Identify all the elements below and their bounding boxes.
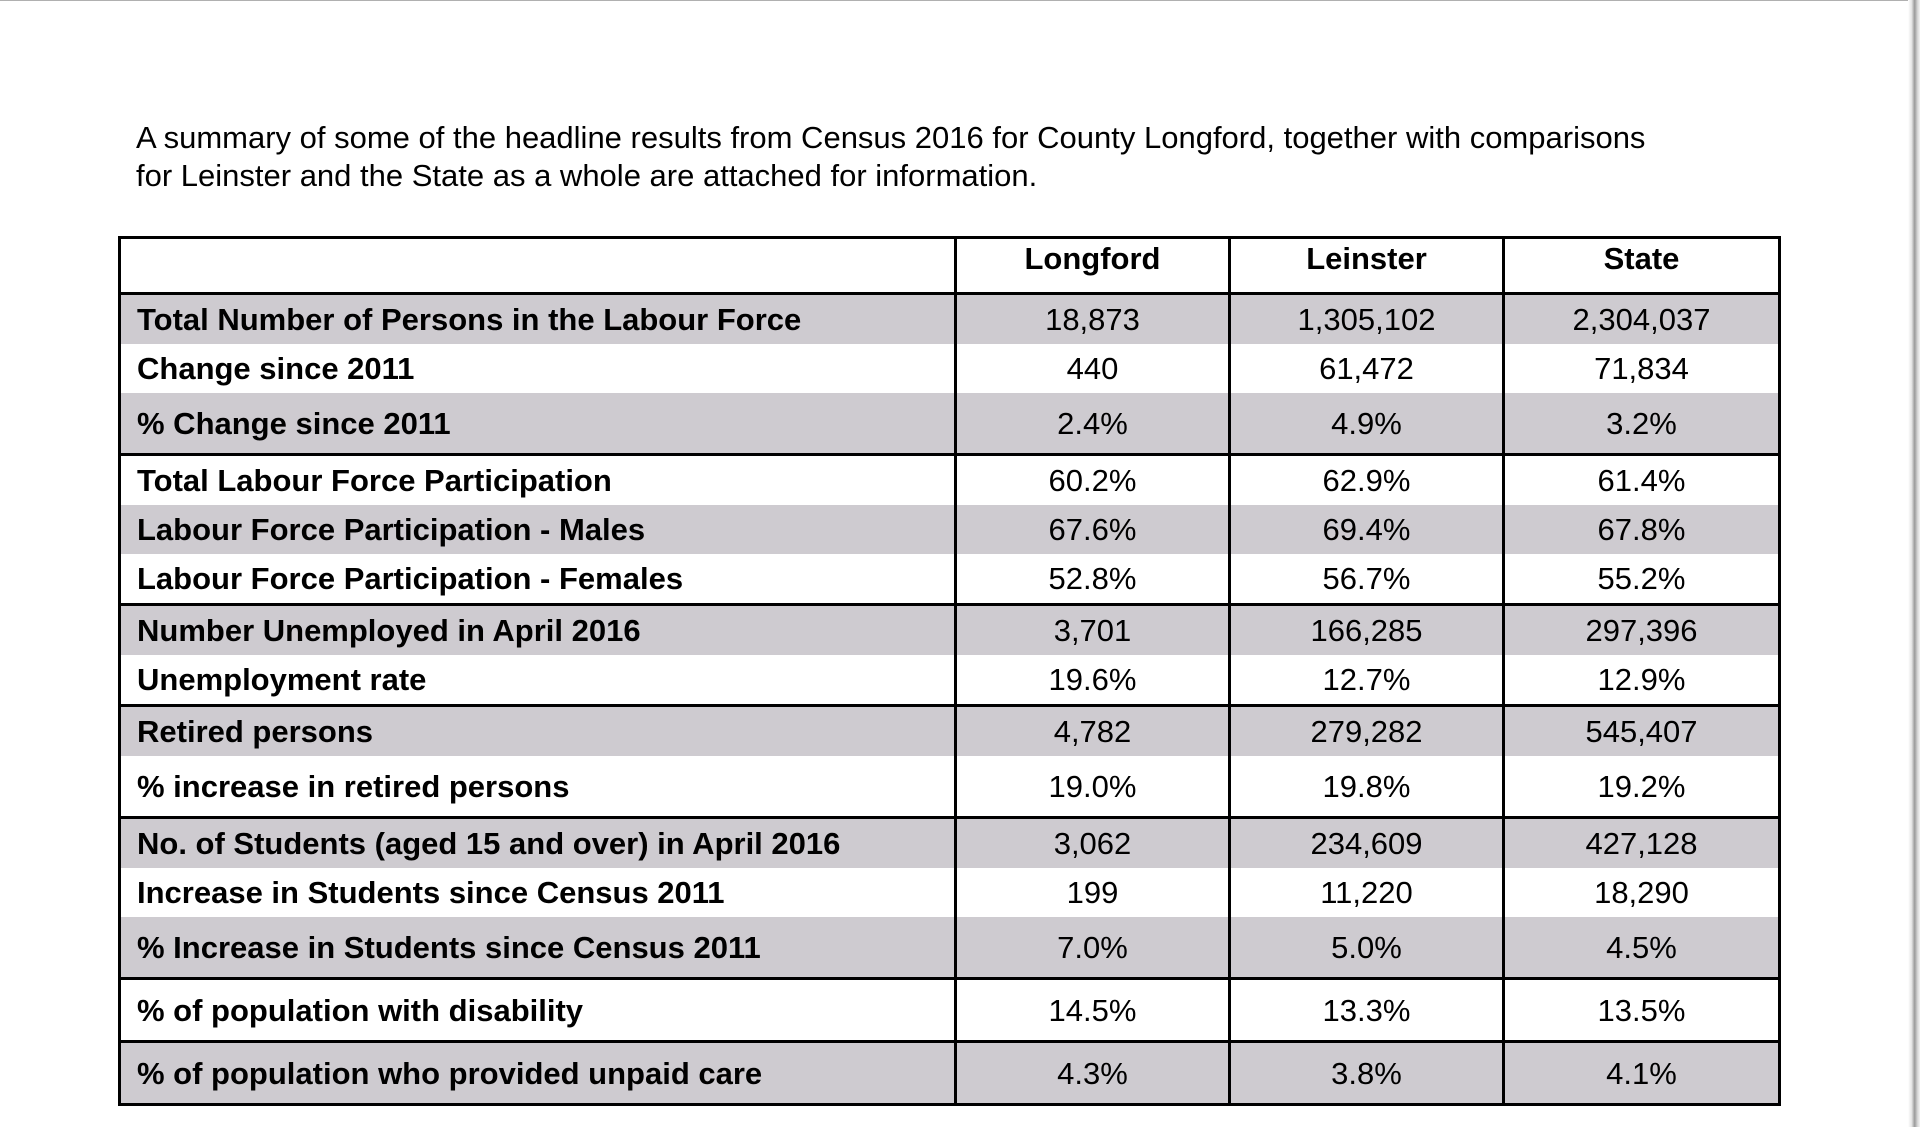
header-blank <box>120 238 956 294</box>
table-row <box>120 554 1780 605</box>
cell-longford: 14.5% <box>956 979 1230 1042</box>
cell-leinster: 3.8% <box>1230 1042 1504 1105</box>
cell-longford: 199 <box>956 868 1230 917</box>
row-label: % Increase in Students since Census 2011 <box>120 917 956 979</box>
census-summary-table <box>118 236 1781 1106</box>
cell-leinster: 234,609 <box>1230 818 1504 869</box>
table-row <box>120 344 1780 393</box>
intro-line-2: for Leinster and the State as a whole are attached for information. <box>136 158 1038 193</box>
cell-longford: 19.6% <box>956 655 1230 706</box>
table-row <box>120 917 1780 979</box>
table-row <box>120 605 1780 656</box>
table-row <box>120 505 1780 554</box>
row-label: % increase in retired persons <box>120 756 956 818</box>
row-label: % of population who provided unpaid care <box>120 1042 956 1105</box>
table-row <box>120 455 1780 506</box>
row-label: Number Unemployed in April 2016 <box>120 605 956 656</box>
cell-leinster: 1,305,102 <box>1230 294 1504 345</box>
cell-state: 67.8% <box>1504 505 1780 554</box>
cell-state: 427,128 <box>1504 818 1780 869</box>
table-row <box>120 756 1780 818</box>
row-label: % of population with disability <box>120 979 956 1042</box>
cell-leinster: 4.9% <box>1230 393 1504 455</box>
header-longford: Longford <box>956 238 1230 294</box>
row-label: % Change since 2011 <box>120 393 956 455</box>
cell-state: 3.2% <box>1504 393 1780 455</box>
cell-leinster: 166,285 <box>1230 605 1504 656</box>
table-row <box>120 868 1780 917</box>
cell-leinster: 62.9% <box>1230 455 1504 506</box>
cell-state: 18,290 <box>1504 868 1780 917</box>
cell-longford: 2.4% <box>956 393 1230 455</box>
cell-longford: 67.6% <box>956 505 1230 554</box>
row-label: No. of Students (aged 15 and over) in April 2016 <box>120 818 956 869</box>
row-label: Increase in Students since Census 2011 <box>120 868 956 917</box>
cell-longford: 18,873 <box>956 294 1230 345</box>
table-row <box>120 706 1780 757</box>
cell-leinster: 12.7% <box>1230 655 1504 706</box>
cell-state: 12.9% <box>1504 655 1780 706</box>
cell-leinster: 56.7% <box>1230 554 1504 605</box>
cell-state: 297,396 <box>1504 605 1780 656</box>
table-row <box>120 818 1780 869</box>
cell-state: 4.5% <box>1504 917 1780 979</box>
cell-state: 55.2% <box>1504 554 1780 605</box>
row-label: Unemployment rate <box>120 655 956 706</box>
page-top-border <box>0 0 1920 1</box>
cell-longford: 7.0% <box>956 917 1230 979</box>
header-state: State <box>1504 238 1780 294</box>
table-row <box>120 1042 1780 1105</box>
cell-state: 545,407 <box>1504 706 1780 757</box>
cell-longford: 52.8% <box>956 554 1230 605</box>
row-label: Change since 2011 <box>120 344 956 393</box>
row-label: Total Number of Persons in the Labour Force <box>120 294 956 345</box>
cell-state: 13.5% <box>1504 979 1780 1042</box>
table-header-row <box>120 238 1780 294</box>
row-label: Labour Force Participation - Males <box>120 505 956 554</box>
cell-longford: 3,062 <box>956 818 1230 869</box>
cell-longford: 4.3% <box>956 1042 1230 1105</box>
cell-longford: 4,782 <box>956 706 1230 757</box>
cell-state: 61.4% <box>1504 455 1780 506</box>
header-leinster: Leinster <box>1230 238 1504 294</box>
page-edge <box>1908 0 1920 1127</box>
row-label: Retired persons <box>120 706 956 757</box>
cell-leinster: 69.4% <box>1230 505 1504 554</box>
cell-leinster: 19.8% <box>1230 756 1504 818</box>
row-label: Labour Force Participation - Females <box>120 554 956 605</box>
cell-state: 4.1% <box>1504 1042 1780 1105</box>
cell-state: 2,304,037 <box>1504 294 1780 345</box>
cell-leinster: 61,472 <box>1230 344 1504 393</box>
cell-leinster: 279,282 <box>1230 706 1504 757</box>
cell-leinster: 5.0% <box>1230 917 1504 979</box>
cell-state: 71,834 <box>1504 344 1780 393</box>
table-row <box>120 655 1780 706</box>
cell-longford: 440 <box>956 344 1230 393</box>
cell-longford: 60.2% <box>956 455 1230 506</box>
cell-longford: 3,701 <box>956 605 1230 656</box>
table-row <box>120 294 1780 345</box>
intro-line-1: A summary of some of the headline results from Census 2016 for County Longford, together with comparisons <box>136 120 1646 155</box>
cell-leinster: 11,220 <box>1230 868 1504 917</box>
table-row <box>120 979 1780 1042</box>
cell-leinster: 13.3% <box>1230 979 1504 1042</box>
cell-longford: 19.0% <box>956 756 1230 818</box>
table-row <box>120 393 1780 455</box>
cell-state: 19.2% <box>1504 756 1780 818</box>
intro-paragraph <box>136 119 1776 195</box>
row-label: Total Labour Force Participation <box>120 455 956 506</box>
